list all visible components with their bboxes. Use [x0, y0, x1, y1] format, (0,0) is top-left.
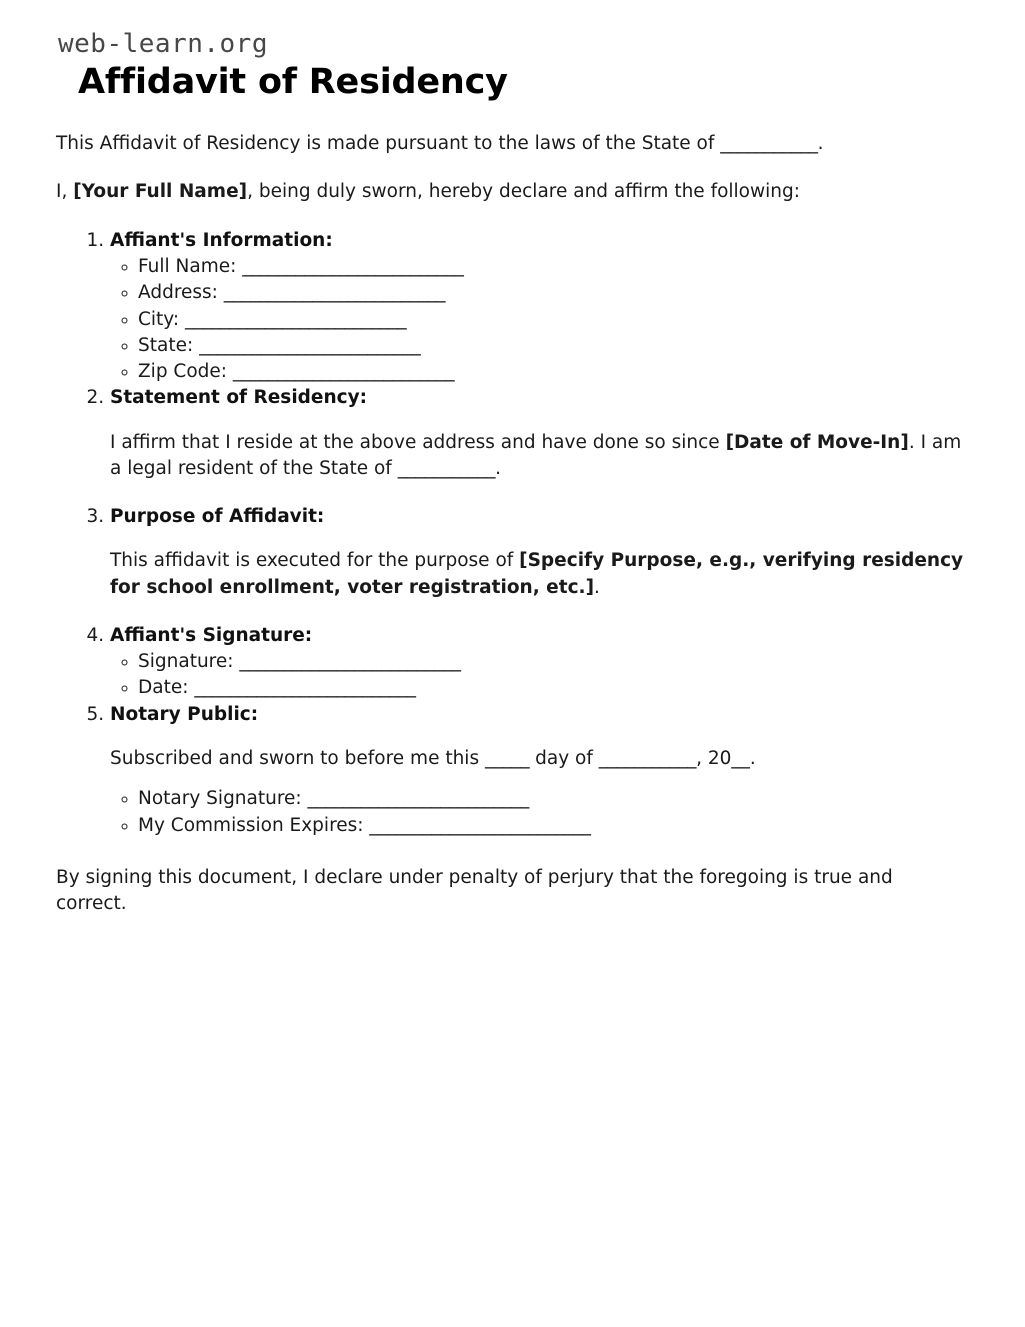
section-notary-public	[110, 702, 967, 839]
section-heading: Statement of Residency:	[110, 387, 368, 409]
section-heading: Affiant's Signature:	[110, 624, 313, 646]
field-zip-code	[138, 359, 967, 385]
field-label: Full Name:	[138, 255, 243, 277]
field-state	[138, 333, 967, 359]
field-city	[138, 307, 967, 333]
closing-paragraph: By signing this document, I declare under penalty of perjury that the foregoing is true and correct.	[56, 866, 893, 915]
field-label: Date:	[138, 677, 195, 699]
move-in-date-placeholder: [Date of Move-In]	[725, 431, 909, 453]
field-blank[interactable]: _________________________	[242, 255, 464, 277]
affiant-signature-fields	[110, 649, 967, 702]
field-signature	[138, 649, 967, 675]
field-label: Notary Signature:	[138, 788, 308, 810]
field-address	[138, 280, 967, 306]
section-statement-of-residency	[110, 385, 967, 482]
site-brand: web-learn.org	[58, 29, 268, 59]
field-blank[interactable]: _________________________	[369, 814, 591, 836]
section-heading: Affiant's Information:	[110, 229, 333, 251]
purpose-of-affidavit-body	[110, 548, 967, 601]
section-affiants-information	[110, 228, 967, 386]
field-blank[interactable]: _________________________	[232, 361, 455, 383]
field-blank[interactable]: _________________________	[199, 334, 421, 356]
field-blank[interactable]: _________________________	[185, 308, 407, 330]
declaration-text-after: , being duly sworn, hereby declare and affirm the following:	[247, 181, 800, 203]
field-commission-expires	[138, 813, 967, 839]
statement-text-middle: . I am a legal resident of the State of	[110, 431, 962, 479]
field-blank[interactable]: _________________________	[307, 788, 529, 810]
notary-public-fields	[110, 786, 967, 839]
field-blank[interactable]: _________________________	[223, 282, 446, 304]
section-affiants-signature	[110, 623, 967, 702]
field-blank[interactable]: _________________________	[239, 651, 461, 673]
field-date	[138, 675, 967, 701]
field-full-name	[138, 254, 967, 280]
purpose-text-after: .	[594, 576, 600, 598]
field-label: Signature:	[138, 651, 240, 673]
notary-text-before: Subscribed and sworn to before me this	[110, 747, 485, 769]
field-label: State:	[138, 334, 200, 356]
section-heading: Purpose of Affidavit:	[110, 506, 325, 528]
affiant-information-fields	[110, 254, 967, 385]
notary-day-blank[interactable]: _____	[484, 747, 530, 769]
field-label: Zip Code:	[138, 361, 233, 383]
notary-month-blank[interactable]: ___________	[598, 747, 697, 769]
purpose-placeholder: [Specify Purpose, e.g., verifying residency for school enrollment, voter registration, etc.]	[110, 550, 964, 598]
page-title: Affidavit of Residency	[78, 61, 508, 102]
field-label: My Commission Expires:	[138, 814, 370, 836]
affidavit-sections-list	[56, 228, 967, 839]
notary-subscribed-line	[110, 746, 967, 772]
field-blank[interactable]: _________________________	[194, 677, 416, 699]
affiant-name-placeholder: [Your Full Name]	[73, 181, 248, 203]
resident-state-blank[interactable]: ___________	[397, 457, 496, 479]
section-purpose-of-affidavit	[110, 504, 967, 601]
statement-text-after: .	[495, 457, 501, 479]
field-label: Address:	[138, 282, 224, 304]
intro-paragraph-state-law	[56, 131, 967, 157]
intro-text-before: This Affidavit of Residency is made pursuant to the laws of the State of	[56, 133, 721, 155]
declaration-text-before: I,	[56, 181, 74, 203]
field-notary-signature	[138, 786, 967, 812]
statement-of-residency-body	[110, 430, 967, 483]
statement-text-before: I affirm that I reside at the above address and have done so since	[110, 431, 726, 453]
field-label: City:	[138, 308, 186, 330]
purpose-text-before: This affidavit is executed for the purpose of	[110, 550, 520, 572]
intro-paragraph-declaration	[56, 179, 967, 205]
section-heading: Notary Public:	[110, 703, 259, 725]
notary-text-middle: day of	[529, 747, 599, 769]
state-blank: ___________	[720, 133, 818, 155]
notary-text-after: , 20__.	[696, 747, 756, 769]
intro-text-after: .	[817, 133, 824, 155]
